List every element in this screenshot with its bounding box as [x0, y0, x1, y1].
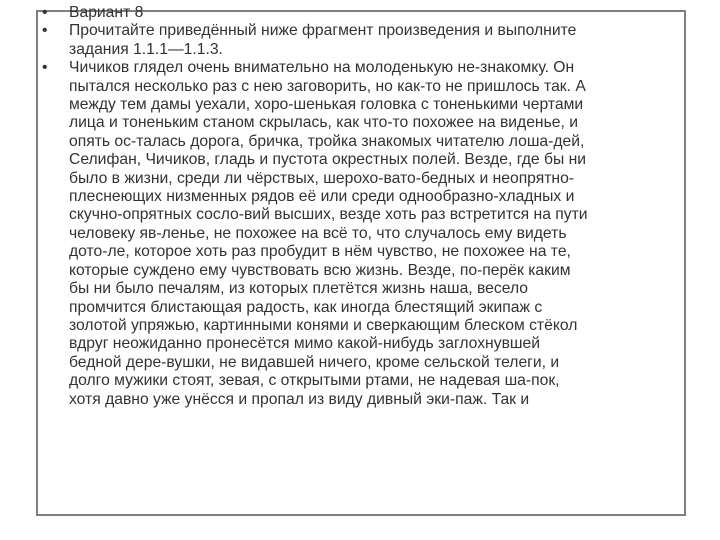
instruction-text: Прочитайте приведённый ниже фрагмент произведения и выполните задания 1.1.1—1.1.3. — [69, 22, 577, 58]
bullet-icon: • — [42, 22, 48, 40]
bullet-icon: • — [42, 59, 48, 77]
bullet-list — [0, 4, 690, 409]
variant-text: Вариант 8 — [69, 4, 144, 21]
bullet-icon: • — [42, 4, 48, 21]
list-item-excerpt — [0, 59, 690, 409]
list-item-variant — [0, 4, 690, 22]
list-item-instruction — [0, 22, 690, 59]
excerpt-text: Чичиков глядел очень внимательно на молоденькую не-знакомку. Он пытался несколько раз с нею заговорить, но как-то не пришлось так. А между тем дамы уехали, хоро-шенькая головка с тоненькими чертами лица и тоненьким станом скрылась, как что-то похожее на виденье, и опять ос-талась дорога, бричка, тройка знакомых читателю лоша-дей, Селифан, Чичиков, гладь и пустота окрестных полей. Везде, где бы ни было в жизни, среди ли чёрствых, шерохо-вато-бедных и неопрятно- плеснеющих низменных рядов её или среди однообразно-хладных и скучно-опрятных сосло-вий высших, везде хоть раз встретится на пути человеку яв-ленье, не похожее на всё то, что случалось ему видеть дото-ле, которое хоть раз пробудит в нём чувство, не похожее на те, которые суждено ему чувствовать всю жизнь. Везде, по-перёк каким бы ни было печалям, из которых плетётся жизнь наша, весело промчится блистающая радость, как иногда блестящий экипаж с золотой упряжью, картинными конями и сверкающим блеском стёкол вдруг неожиданно пронесётся мимо какой-нибудь заглохнувшей бедной дере-вушки, не видавшей ничего, кроме сельской телеги, и долго мужики стоят, зевая, с открытыми ртами, не надевая ша-пок, хотя давно уже унёсся и пропал из виду дивный эки-паж. Так и — [69, 59, 588, 408]
